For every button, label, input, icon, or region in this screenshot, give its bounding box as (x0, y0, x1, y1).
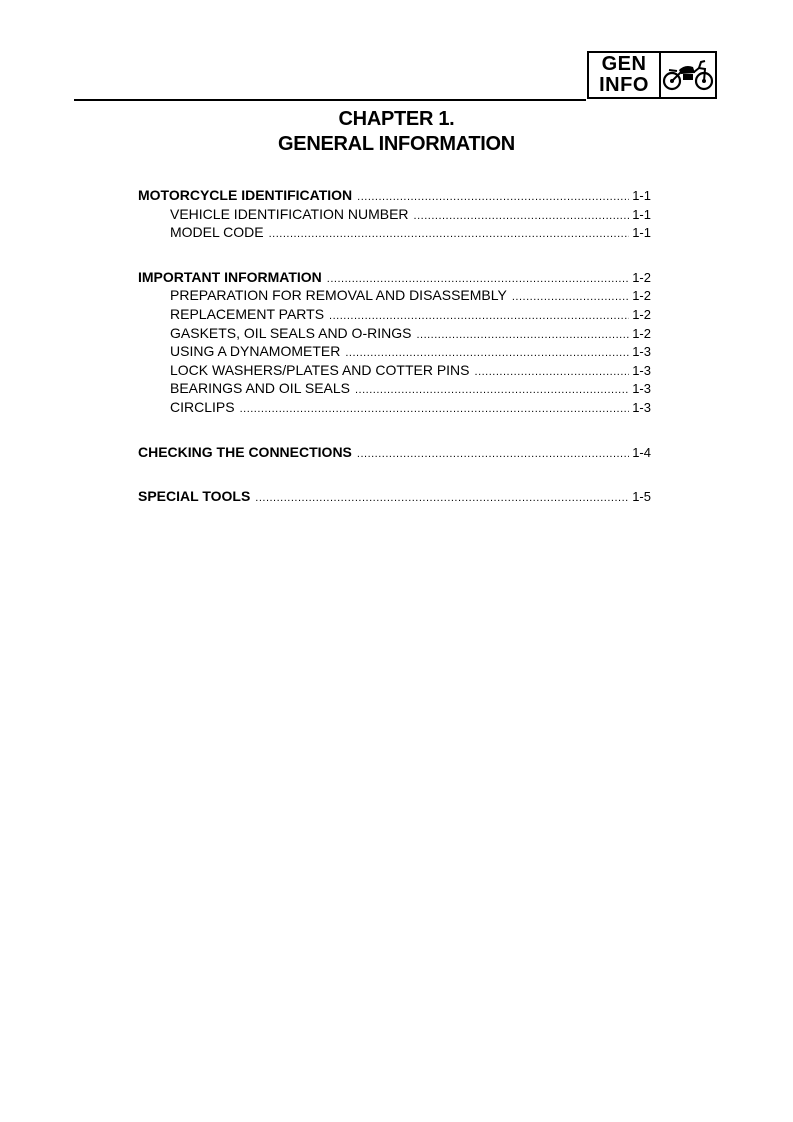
toc-label: CIRCLIPS (170, 398, 235, 415)
toc-page: 1-5 (632, 489, 651, 505)
table-of-contents (138, 186, 651, 506)
toc-page: 1-2 (632, 288, 651, 304)
toc-label: CHECKING THE CONNECTIONS (138, 443, 352, 460)
badge-line-2: INFO (599, 74, 649, 96)
dot-leader (416, 326, 629, 345)
toc-label: MOTORCYCLE IDENTIFICATION (138, 187, 353, 203)
toc-page: 1-3 (632, 344, 651, 360)
toc-label: BEARINGS AND OIL SEALS (170, 380, 350, 397)
toc-label: PREPARATION FOR REMOVAL AND DISASSEMBLY (170, 287, 507, 304)
gen-info-badge (587, 51, 717, 99)
toc-heading-checking-the-connections[interactable] (138, 443, 651, 462)
toc-label: LOCK WASHERS/PLATES AND COTTER PINS (170, 361, 470, 378)
toc-label: IMPORTANT INFORMATION (138, 268, 322, 285)
toc-page: 1-3 (632, 362, 651, 378)
dot-leader (240, 400, 630, 419)
toc-heading-special-tools[interactable] (138, 487, 651, 506)
badge-line-1: GEN (601, 53, 647, 75)
toc-label: GASKETS, OIL SEALS AND O-RINGS (170, 324, 412, 341)
dot-leader (269, 225, 630, 244)
toc-item[interactable] (138, 342, 651, 361)
chapter-number: CHAPTER 1. (338, 108, 455, 130)
badge-text (589, 53, 661, 97)
header-rule (74, 99, 586, 101)
toc-item[interactable] (138, 223, 651, 242)
motorcycle-icon (661, 53, 715, 97)
toc-item[interactable] (138, 286, 651, 305)
toc-item[interactable] (138, 398, 651, 417)
toc-page: 1-4 (632, 444, 651, 460)
toc-page: 1-1 (632, 225, 651, 241)
dot-leader (355, 381, 629, 400)
toc-heading-important-information[interactable] (138, 268, 651, 287)
toc-page: 1-2 (632, 325, 651, 341)
dot-leader (255, 489, 629, 508)
toc-item[interactable] (138, 205, 651, 224)
toc-heading-motorcycle-identification[interactable] (138, 186, 651, 205)
toc-label: USING A DYNAMOMETER (170, 343, 341, 360)
toc-label: VEHICLE IDENTIFICATION NUMBER (170, 205, 409, 222)
toc-item[interactable] (138, 305, 651, 324)
toc-label: SPECIAL TOOLS (138, 488, 251, 505)
toc-item[interactable] (138, 324, 651, 343)
toc-item[interactable] (138, 379, 651, 398)
dot-leader (512, 288, 629, 307)
toc-item[interactable] (138, 361, 651, 380)
dot-leader (475, 363, 630, 382)
chapter-title: GENERAL INFORMATION (278, 133, 515, 155)
toc-label: REPLACEMENT PARTS (170, 305, 325, 322)
toc-page: 1-1 (632, 188, 651, 203)
toc-page: 1-3 (632, 381, 651, 397)
toc-label: MODEL CODE (170, 224, 264, 241)
toc-page: 1-2 (632, 269, 651, 285)
dot-leader (414, 207, 630, 226)
toc-page: 1-3 (632, 399, 651, 415)
toc-page: 1-1 (632, 206, 651, 222)
toc-page: 1-2 (632, 306, 651, 322)
dot-leader (357, 445, 629, 464)
